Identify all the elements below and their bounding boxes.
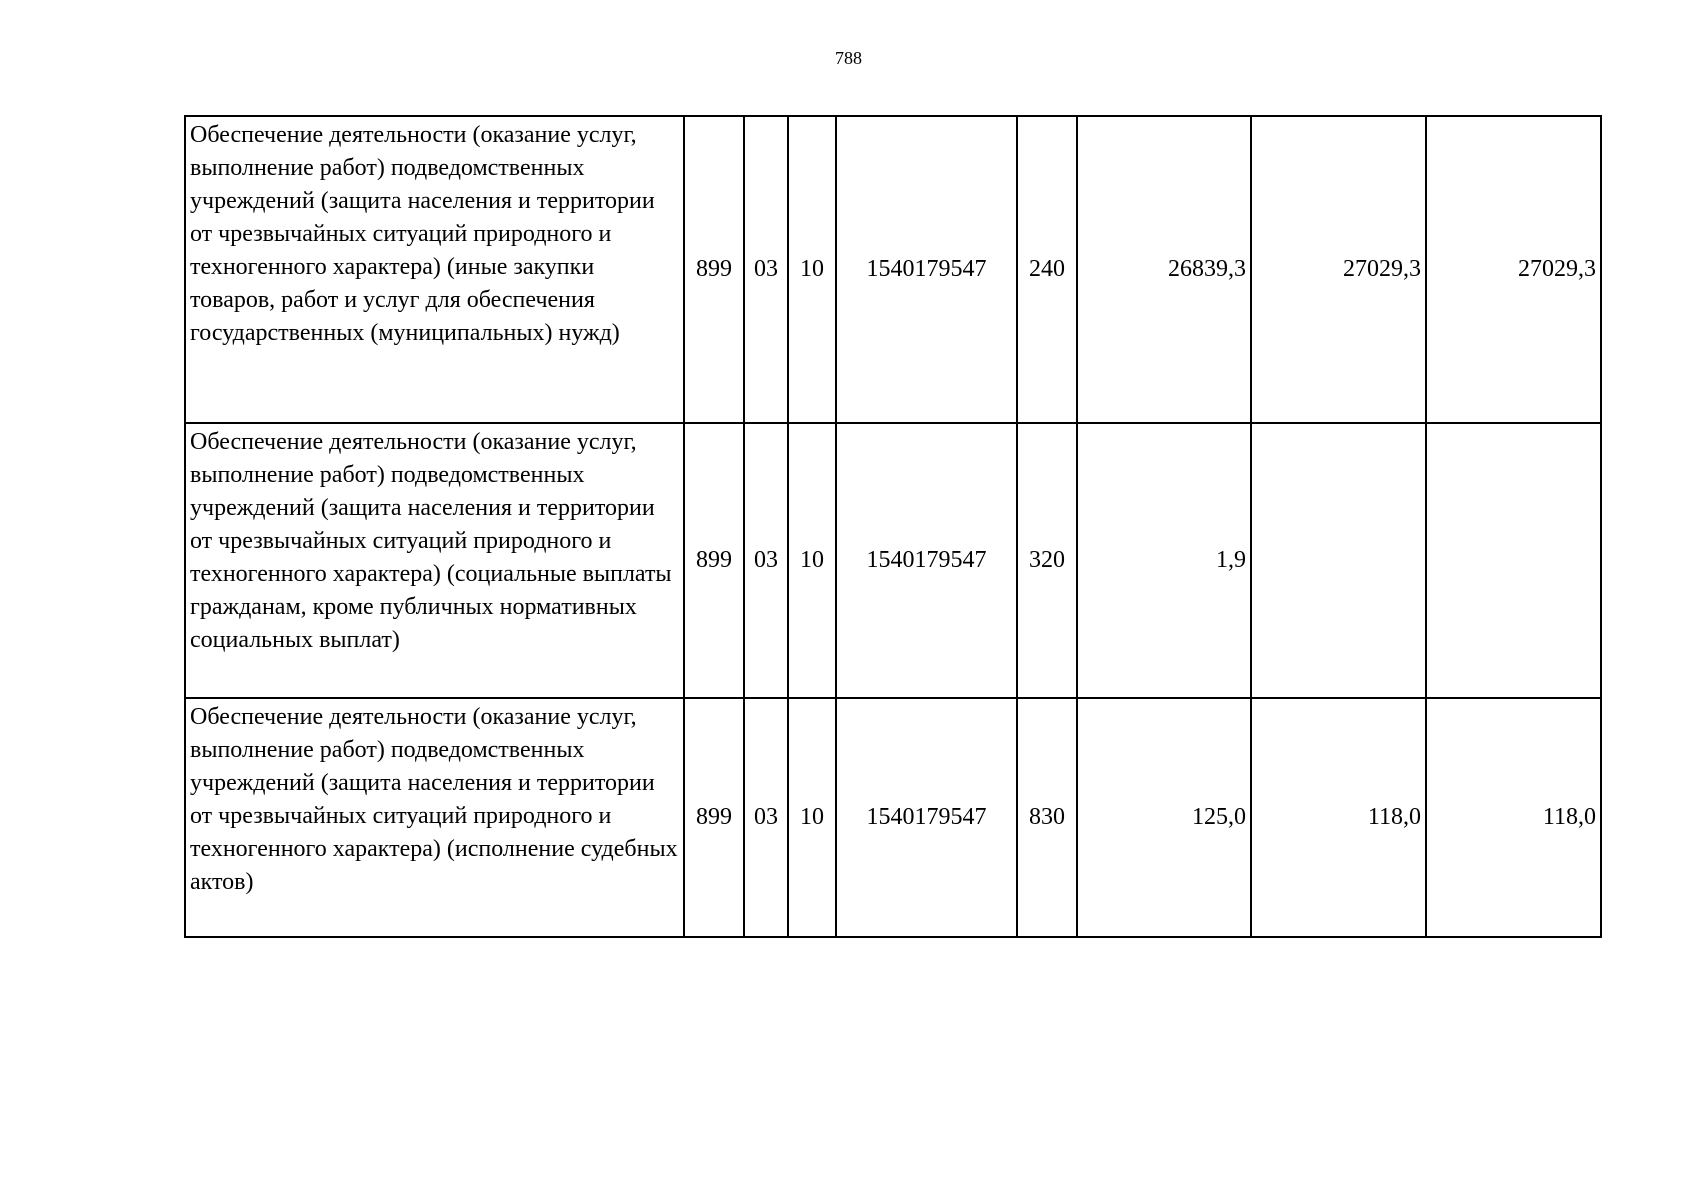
target-article-cell: 1540179547 — [836, 116, 1017, 423]
amount-cell-3: 27029,3 — [1426, 116, 1601, 423]
expense-description-cell: Обеспечение деятельности (оказание услуг, выполнение работ) подведомственных учреждений (защита населения и территории от чрезвычайных ситуаций природного и техногенного характера) (иные закупки товаров, работ и услуг для обеспечения государственных (муниципальных) нужд) — [185, 116, 684, 423]
ministry-code-cell: 899 — [684, 423, 744, 698]
budget-table — [184, 115, 1602, 938]
section-code-cell: 03 — [744, 698, 788, 937]
ministry-code-cell: 899 — [684, 116, 744, 423]
amount-cell-3 — [1426, 423, 1601, 698]
amount-cell-3: 118,0 — [1426, 698, 1601, 937]
section-code-cell: 03 — [744, 116, 788, 423]
amount-cell-2 — [1251, 423, 1426, 698]
target-article-cell: 1540179547 — [836, 698, 1017, 937]
amount-cell-2: 27029,3 — [1251, 116, 1426, 423]
page-number: 788 — [835, 48, 862, 68]
subsection-code-cell: 10 — [788, 116, 836, 423]
amount-cell-1: 1,9 — [1077, 423, 1251, 698]
ministry-code-cell: 899 — [684, 698, 744, 937]
target-article-cell: 1540179547 — [836, 423, 1017, 698]
table-row — [185, 698, 1601, 937]
expense-type-cell: 830 — [1017, 698, 1077, 937]
expense-type-cell: 240 — [1017, 116, 1077, 423]
section-code-cell: 03 — [744, 423, 788, 698]
table-row — [185, 116, 1601, 423]
table-row — [185, 423, 1601, 698]
expense-description-cell: Обеспечение деятельности (оказание услуг, выполнение работ) подведомственных учреждений (защита населения и территории от чрезвычайных ситуаций природного и техногенного характера) (социальные выплаты гражданам, кроме публичных нормативных социальных выплат) — [185, 423, 684, 698]
expense-description-cell: Обеспечение деятельности (оказание услуг, выполнение работ) подведомственных учреждений (защита населения и территории от чрезвычайных ситуаций природного и техногенного характера) (исполнение судебных актов) — [185, 698, 684, 937]
expense-type-cell: 320 — [1017, 423, 1077, 698]
amount-cell-1: 125,0 — [1077, 698, 1251, 937]
amount-cell-2: 118,0 — [1251, 698, 1426, 937]
subsection-code-cell: 10 — [788, 423, 836, 698]
subsection-code-cell: 10 — [788, 698, 836, 937]
amount-cell-1: 26839,3 — [1077, 116, 1251, 423]
